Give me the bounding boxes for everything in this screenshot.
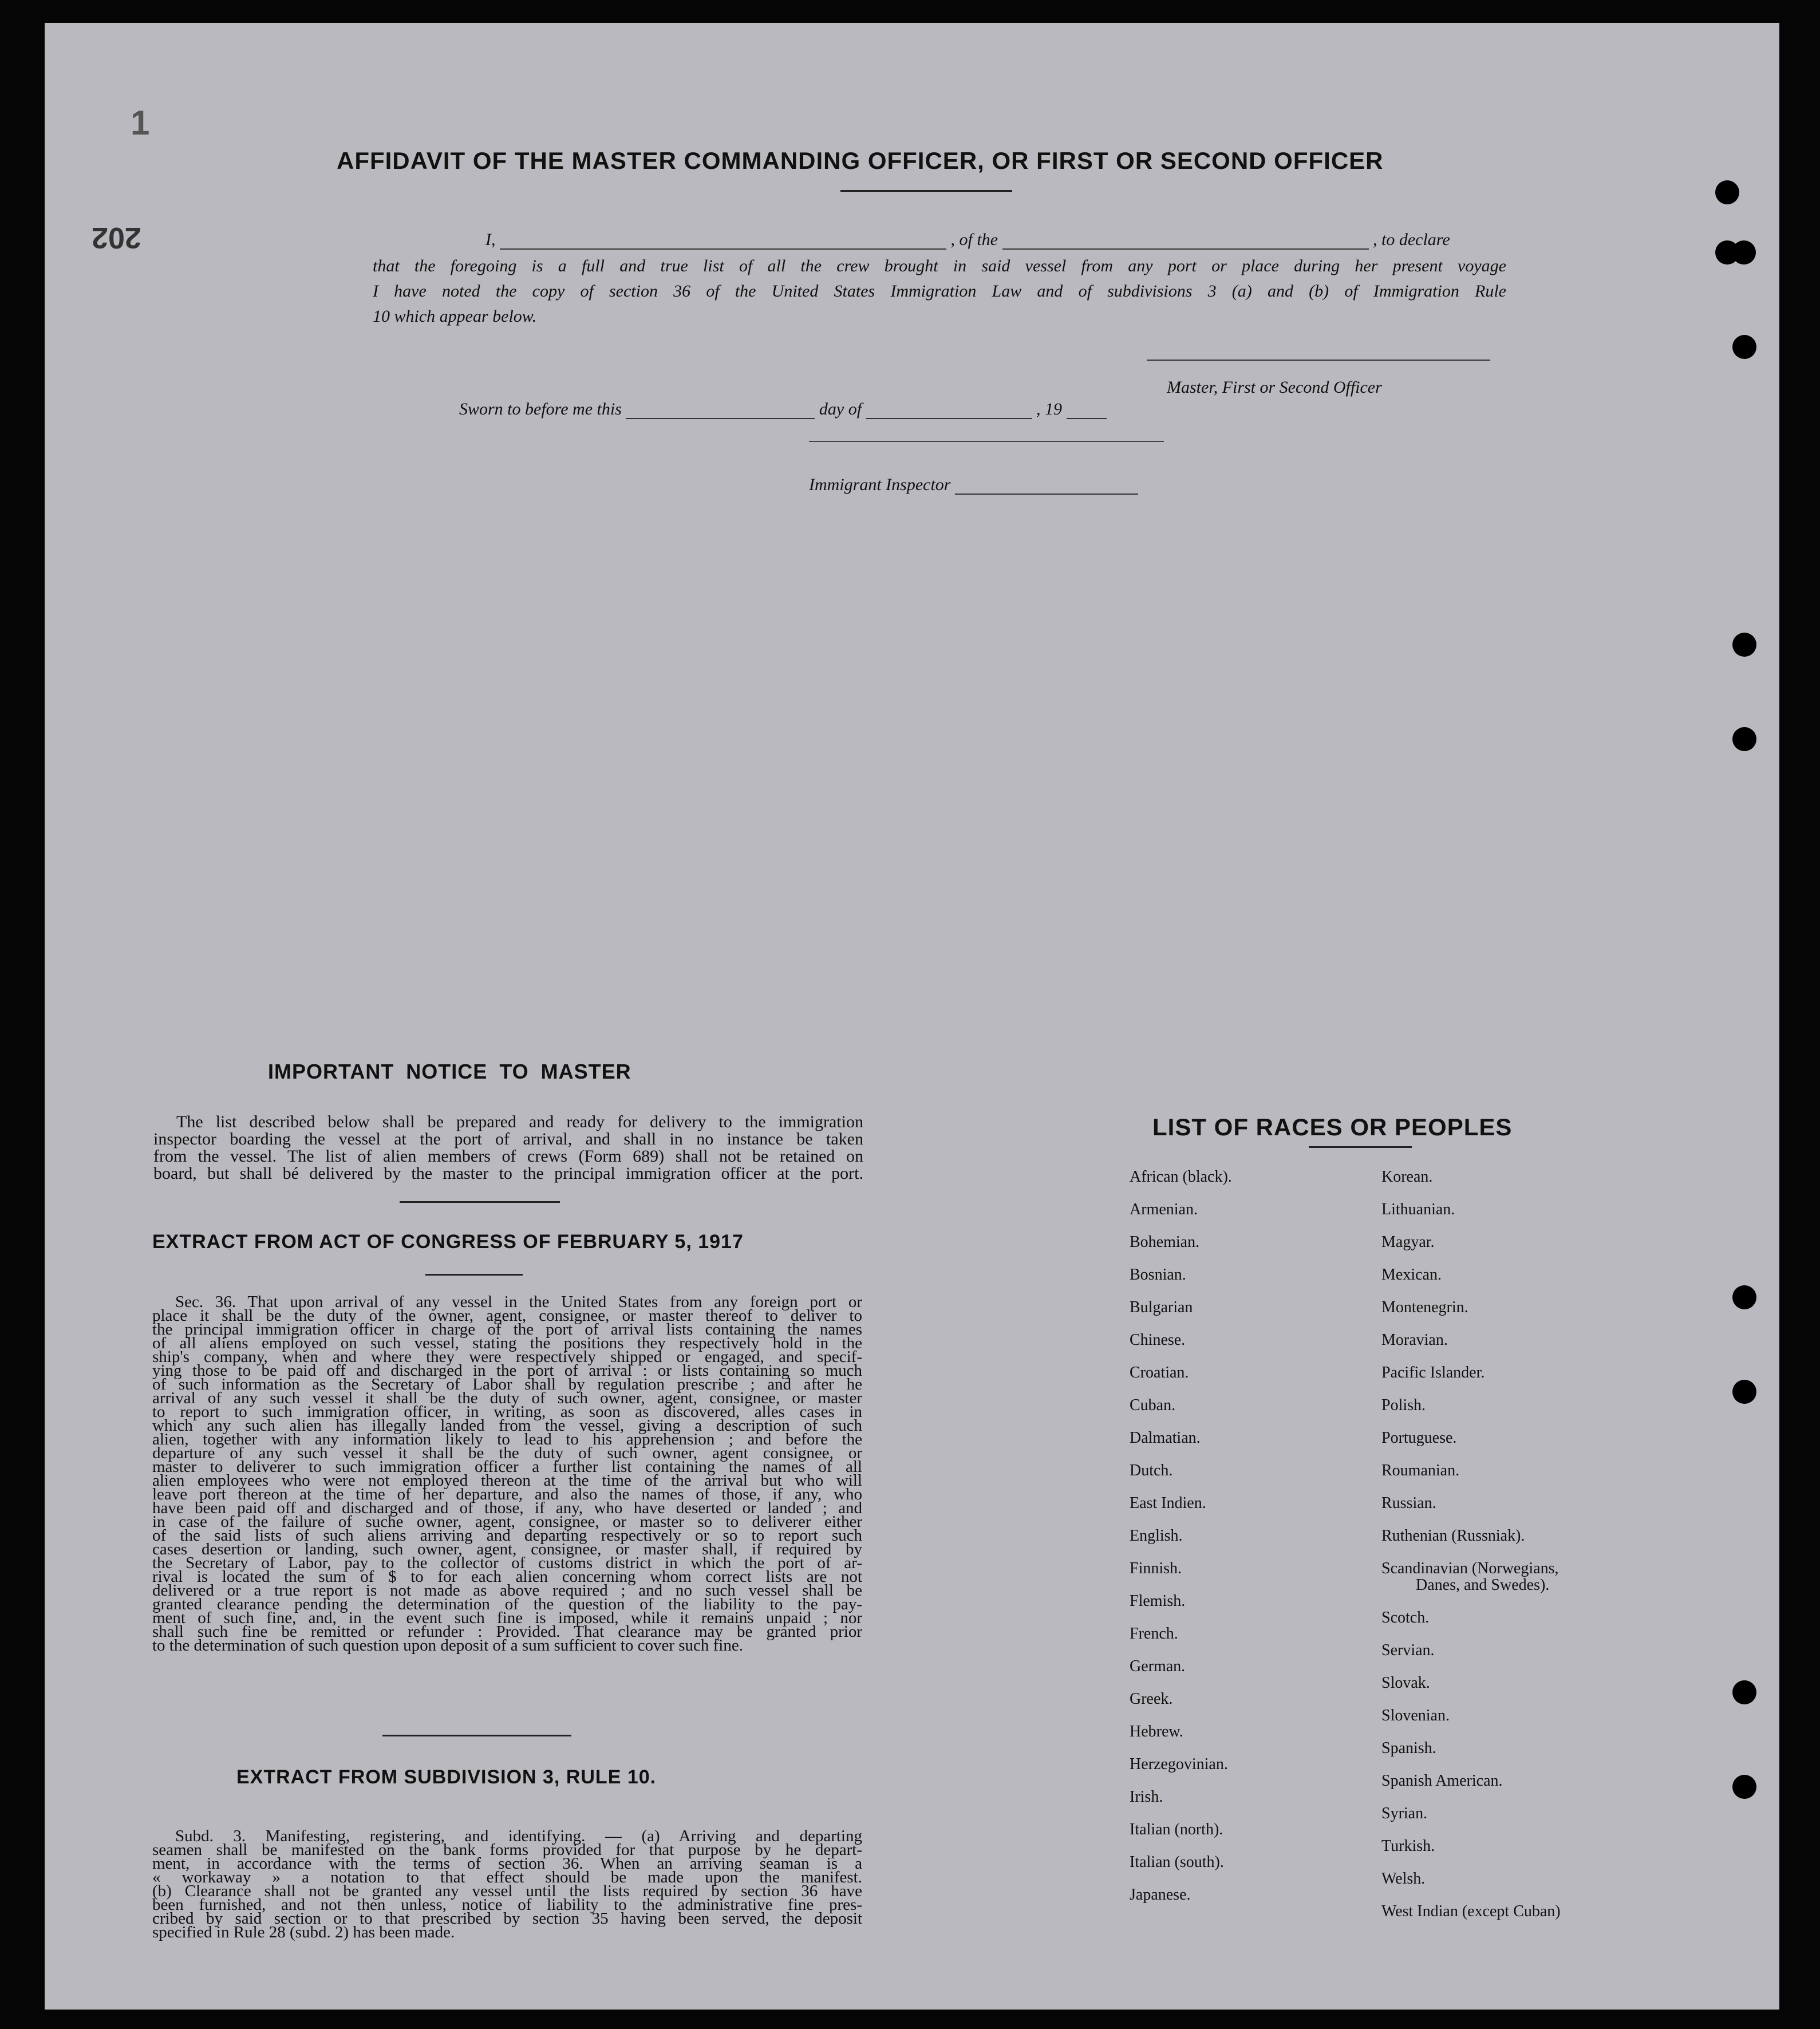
witness-line[interactable]: [809, 441, 1164, 442]
race-item: Servian.: [1381, 1641, 1435, 1659]
race-item: French.: [1130, 1625, 1178, 1643]
races-left-column: [1130, 1168, 1370, 1919]
paragraph-line: to the determination of such question upon deposit of a sum sufficient to cover such fine.: [152, 1636, 743, 1655]
paragraph-line: place it shall be the duty of the owner, agent, consignee, or master thereof to deliver to: [152, 1306, 862, 1325]
race-item: Armenian.: [1130, 1201, 1198, 1218]
races-title: LIST OF RACES OR PEOPLES: [1152, 1114, 1513, 1140]
notice-body: [153, 1114, 863, 1182]
race-item: Turkish.: [1381, 1837, 1435, 1855]
race-item: Finnish.: [1130, 1560, 1182, 1577]
race-item: Korean.: [1381, 1168, 1433, 1186]
race-item: Lithuanian.: [1381, 1201, 1455, 1218]
day-of-label: day of: [819, 400, 862, 419]
paragraph-line: of all aliens employed on such vessel, stating the positions they respectively hold in the: [152, 1334, 862, 1352]
act-title: EXTRACT FROM ACT OF CONGRESS OF FEBRUARY 5, 1917: [152, 1231, 744, 1253]
race-item: Montenegrin.: [1381, 1298, 1468, 1316]
paragraph-line: ment of such fine, and, in the event such fine is imposed, while it remains unpaid ; nor: [152, 1609, 862, 1627]
notice-line: from the vessel. The list of alien members of crews (Form 689) shall not be retained on: [153, 1147, 863, 1166]
paragraph-line: master to deliverer to such immigration officer a further list containing the names of all: [152, 1458, 862, 1476]
paragraph-line: the Secretary of Labor, pay to the collector of customs district in which the port of ar-: [152, 1554, 862, 1572]
paragraph-line: Subd. 3. Manifesting, registering, and identifying. — (a) Arriving and departing: [175, 1827, 862, 1845]
race-item: Pacific Islander.: [1381, 1364, 1485, 1381]
race-item: Spanish American.: [1381, 1772, 1503, 1790]
paragraph-line: arrival of any such vessel it shall be the duty of such owner, agent, consignee, or master: [152, 1389, 862, 1407]
race-item: Ruthenian (Russniak).: [1381, 1527, 1525, 1545]
punch-hole: [1732, 1680, 1756, 1704]
paragraph-line: departure of any such vessel it shall be the duty of such owner, agent consignee, or: [152, 1444, 862, 1462]
race-item: Roumanian.: [1381, 1462, 1460, 1479]
race-item: Chinese.: [1130, 1331, 1186, 1349]
sworn-day-blank[interactable]: [626, 401, 815, 419]
punch-hole: [1732, 1775, 1756, 1799]
race-item: Flemish.: [1130, 1592, 1186, 1610]
paragraph-line: of such information as the Secretary of Labor shall by regulation prescribe ; and after he: [152, 1375, 862, 1394]
race-item: Magyar.: [1381, 1233, 1435, 1251]
act-body: [152, 1293, 862, 1655]
paragraph-line: ship's company, when and where they were respectively shipped or engaged, and specif-: [152, 1348, 862, 1366]
race-item: Dutch.: [1130, 1462, 1173, 1479]
paragraph-line: of the said lists of such aliens arriving and departing respectively or so to report such: [152, 1526, 862, 1545]
paragraph-line: rival is located the sum of $ to for each alien concerning whom correct lists are not: [152, 1568, 862, 1586]
punch-hole: [1732, 1380, 1756, 1404]
inspector-label: Immigrant Inspector: [809, 475, 951, 494]
race-item: Spanish.: [1381, 1739, 1436, 1757]
race-item: Croatian.: [1130, 1364, 1189, 1381]
punch-hole: [1732, 727, 1756, 751]
race-item: Bohemian.: [1130, 1233, 1200, 1251]
race-item: Scotch.: [1381, 1609, 1430, 1627]
race-item: Greek.: [1130, 1690, 1173, 1708]
race-item: Mexican.: [1381, 1266, 1442, 1284]
divider: [382, 1735, 571, 1736]
paragraph-line: which any such alien has illegally landed from the vessel, giving a description of such: [152, 1416, 862, 1435]
to-declare-label: , to declare: [1373, 230, 1450, 249]
paragraph-line: the principal immigration officer in charge of the port of arrival lists containing the names: [152, 1320, 862, 1339]
paragraph-line: shall such fine be remitted or refunder : Provided. That clearance may be granted prior: [152, 1623, 862, 1641]
inspector-line: [809, 475, 1138, 495]
race-item: Russian.: [1381, 1494, 1436, 1512]
paragraph-line: specified in Rule 28 (subd. 2) has been made.: [152, 1923, 455, 1941]
paragraph-line: alien, together with any information likely to lead to his apprehension ; and before the: [152, 1430, 862, 1448]
divider: [840, 190, 1012, 192]
master-caption: Master, First or Second Officer: [1167, 378, 1382, 397]
race-item: Japanese.: [1130, 1886, 1191, 1904]
sworn-line: [459, 400, 1107, 419]
race-item: Hebrew.: [1130, 1723, 1183, 1740]
race-item: West Indian (except Cuban): [1381, 1902, 1561, 1920]
race-item: German.: [1130, 1657, 1186, 1675]
sworn-label: Sworn to before me this: [459, 400, 622, 419]
declaration-line-3: I have noted the copy of section 36 of the United States Immigration Law and of subdivisions 3 (a) and (b) of Immigration Rule: [373, 282, 1506, 301]
notice-line: board, but shall bé delivered by the master to the principal immigration officer at the port.: [153, 1164, 863, 1183]
race-item: Italian (south).: [1130, 1853, 1224, 1871]
divider: [425, 1274, 523, 1276]
punch-hole: [1732, 1285, 1756, 1309]
paragraph-line: been furnished, and not then unless, notice of liability to the administrative fine pres-: [152, 1896, 862, 1914]
affidavit-title: AFFIDAVIT OF THE MASTER COMMANDING OFFICER, OR FIRST OR SECOND OFFICER: [337, 147, 1384, 174]
paragraph-line: in case of the failure of suche owner, agent, consignee, or master so to deliverer either: [152, 1513, 862, 1531]
race-item: Slovenian.: [1381, 1707, 1450, 1724]
declaration-line-1: [485, 230, 1450, 250]
of-the-label: , of the: [950, 230, 998, 249]
paragraph-line: have been paid off and discharged and of those, if any, who have deserted or landed ; and: [152, 1499, 862, 1517]
margin-mark: 1: [131, 104, 150, 142]
race-item: Italian (north).: [1130, 1821, 1223, 1838]
binding-strip: [1780, 0, 1820, 2029]
race-item: East Indien.: [1130, 1494, 1206, 1512]
race-item: Dalmatian.: [1130, 1429, 1201, 1447]
paragraph-line: granted clearance pending the determination of the question of the liability to the pay-: [152, 1595, 862, 1613]
race-item: Danes, and Swedes).: [1416, 1576, 1550, 1594]
punch-hole: [1732, 240, 1756, 265]
race-item: Polish.: [1381, 1396, 1426, 1414]
paragraph-line: (b) Clearance shall not be granted any vessel until the lists required by section 36 have: [152, 1882, 862, 1900]
paragraph-line: seamen shall be manifested on the bank forms provided for that purpose by he depart-: [152, 1841, 862, 1859]
paragraph-line: cribed by said section or to that prescribed by section 35 having been served, the deposit: [152, 1909, 862, 1928]
year-label: , 19: [1036, 400, 1063, 419]
paragraph-line: ment, in accordance with the terms of section 36. When an arriving seaman is a: [152, 1854, 862, 1873]
race-item: Bosnian.: [1130, 1266, 1186, 1284]
paragraph-line: to report to such immigration officer, in writing, as soon as discovered, alles cases in: [152, 1403, 862, 1421]
race-item: Scandinavian (Norwegians,: [1381, 1560, 1559, 1577]
punch-hole: [1732, 633, 1756, 657]
race-item: Slovak.: [1381, 1674, 1430, 1692]
paragraph-line: ying those to be paid off and discharged in the port of arrival : or lists containing so much: [152, 1361, 862, 1380]
rule-body: [152, 1829, 862, 1939]
vessel-blank[interactable]: [1002, 231, 1369, 250]
race-item: Bulgarian: [1130, 1298, 1193, 1316]
race-item: Cuban.: [1130, 1396, 1176, 1414]
notice-line: The list described below shall be prepared and ready for delivery to the immigration: [176, 1112, 863, 1131]
race-item: Portuguese.: [1381, 1429, 1457, 1447]
i-label: I,: [485, 230, 496, 249]
race-item: African (black).: [1130, 1168, 1232, 1186]
notice-line: inspector boarding the vessel at the port of arrival, and shall in no instance be taken: [153, 1130, 863, 1148]
signature-line[interactable]: [1147, 360, 1490, 361]
paragraph-line: cases desertion or landing, such owner, agent, consignee, or master shall, if required by: [152, 1540, 862, 1558]
race-item: Syrian.: [1381, 1805, 1428, 1822]
sworn-year-blank[interactable]: [1067, 401, 1107, 419]
punch-hole: [1715, 180, 1739, 204]
margin-number: 202: [92, 221, 141, 254]
race-item: Herzegovinian.: [1130, 1755, 1228, 1773]
paragraph-line: delivered or a true report is not made as above required ; and no such vessel shall be: [152, 1581, 862, 1600]
declaration-line-2: that the foregoing is a full and true list of all the crew brought in said vessel from any port or place during her present voyage: [373, 256, 1506, 275]
races-right-column: [1381, 1168, 1610, 1935]
document-page: [45, 23, 1779, 2010]
race-item: Moravian.: [1381, 1331, 1448, 1349]
notice-title: IMPORTANT NOTICE TO MASTER: [268, 1060, 631, 1083]
divider: [1309, 1146, 1412, 1148]
divider: [400, 1201, 560, 1203]
race-item: Irish.: [1130, 1788, 1163, 1806]
paragraph-line: alien employees who were not employed thereon at the time of the arrival but who will: [152, 1471, 862, 1490]
punch-hole: [1732, 335, 1756, 359]
paragraph-line: « workaway » a notation to that effect should be made upon the manifest.: [152, 1868, 862, 1886]
name-blank[interactable]: [500, 231, 946, 250]
race-item: English.: [1130, 1527, 1183, 1545]
paragraph-line: leave port thereon at the time of her departure, and also the names of those, if any, who: [152, 1485, 862, 1503]
sworn-month-blank[interactable]: [866, 401, 1032, 419]
paragraph-line: Sec. 36. That upon arrival of any vessel in the United States from any foreign port or: [175, 1293, 862, 1311]
rule-title: EXTRACT FROM SUBDIVISION 3, RULE 10.: [236, 1766, 657, 1788]
declaration-line-4: 10 which appear below.: [373, 307, 537, 326]
race-item: Welsh.: [1381, 1870, 1426, 1888]
inspector-blank[interactable]: [955, 476, 1138, 495]
